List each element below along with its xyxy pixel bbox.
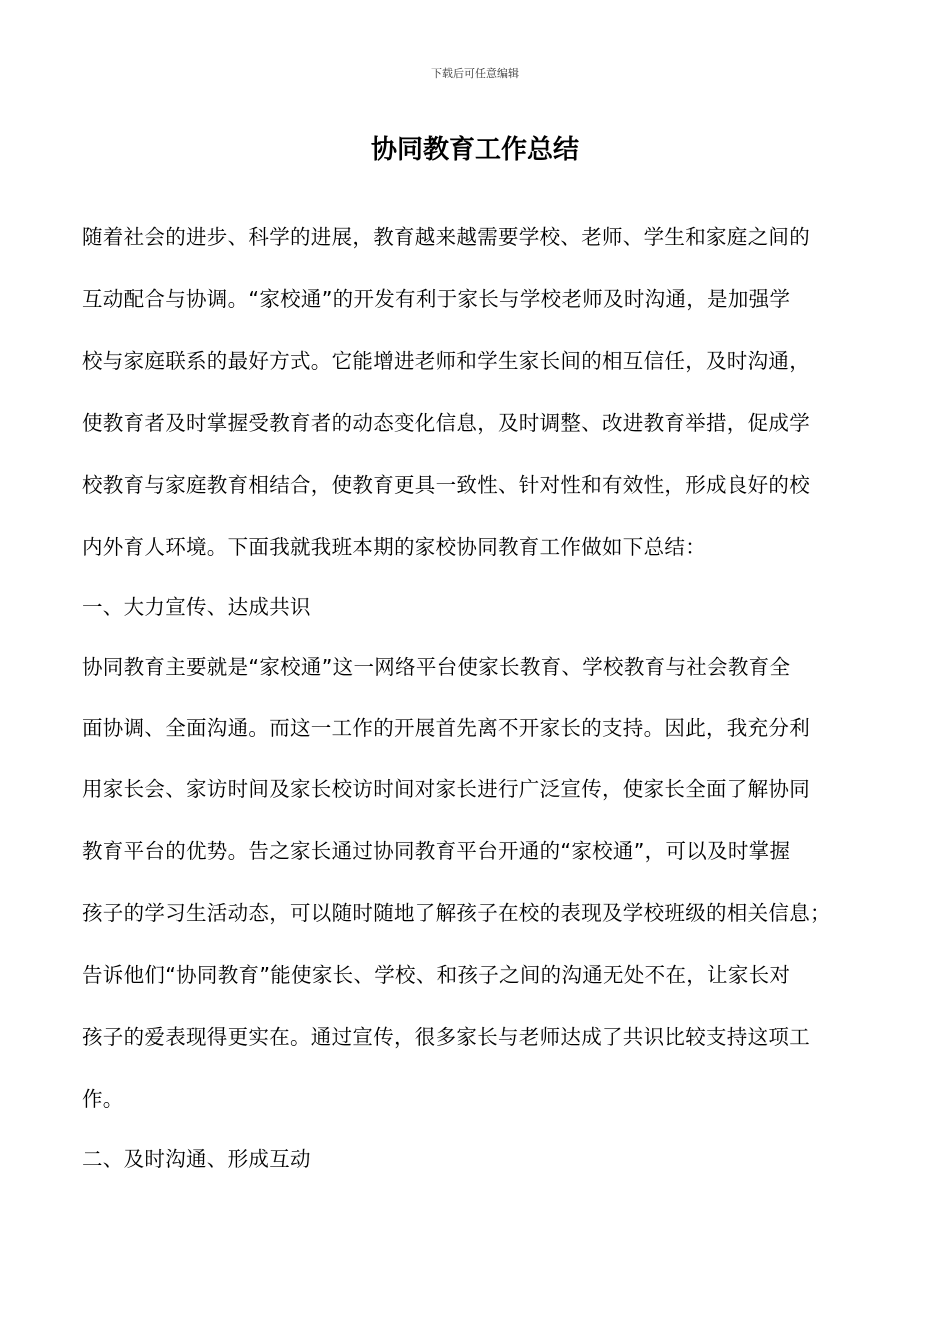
paragraph-line: 作。 [82,1087,124,1111]
paragraph-line: 孩子的学习生活动态，可以随时随地了解孩子在校的表现及学校班级的相关信息； [82,901,831,925]
paragraph-line: 面协调、全面沟通。而这一工作的开展首先离不开家长的支持。因此，我充分利 [82,716,810,740]
paragraph-line: 随着社会的进步、科学的进展，教育越来越需要学校、老师、学生和家庭之间的 [82,225,810,249]
paragraph-line: 使教育者及时掌握受教育者的动态变化信息，及时调整、改进教育举措，促成学 [82,411,810,435]
paragraph-line: 内外育人环境。下面我就我班本期的家校协同教育工作做如下总结： [82,535,706,559]
paragraph-line: 协同教育主要就是“家校通”这一网络平台使家长教育、学校教育与社会教育全 [82,655,791,679]
paragraph-line: 用家长会、家访时间及家长校访时间对家长进行广泛宣传，使家长全面了解协同 [82,777,810,801]
document-title: 协同教育工作总结 [370,135,579,165]
paragraph-line: 告诉他们“协同教育”能使家长、学校、和孩子之间的沟通无处不在，让家长对 [82,963,791,987]
paragraph-line: 互动配合与协调。“家校通”的开发有利于家长与学校老师及时沟通，是加强学 [82,287,791,311]
paragraph-line: 校教育与家庭教育相结合，使教育更具一致性、针对性和有效性，形成良好的校 [82,473,810,497]
paragraph-line: 孩子的爱表现得更实在。通过宣传，很多家长与老师达成了共识比较支持这项工 [82,1025,810,1049]
paragraph-line: 校与家庭联系的最好方式。它能增进老师和学生家长间的相互信任，及时沟通， [82,349,810,373]
section-heading-2: 二、及时沟通、形成互动 [82,1147,311,1171]
page-header-note: 下载后可任意编辑 [431,67,519,80]
section-heading-1: 一、大力宣传、达成共识 [82,595,311,619]
paragraph-line: 教育平台的优势。告之家长通过协同教育平台开通的“家校通”，可以及时掌握 [82,839,791,863]
